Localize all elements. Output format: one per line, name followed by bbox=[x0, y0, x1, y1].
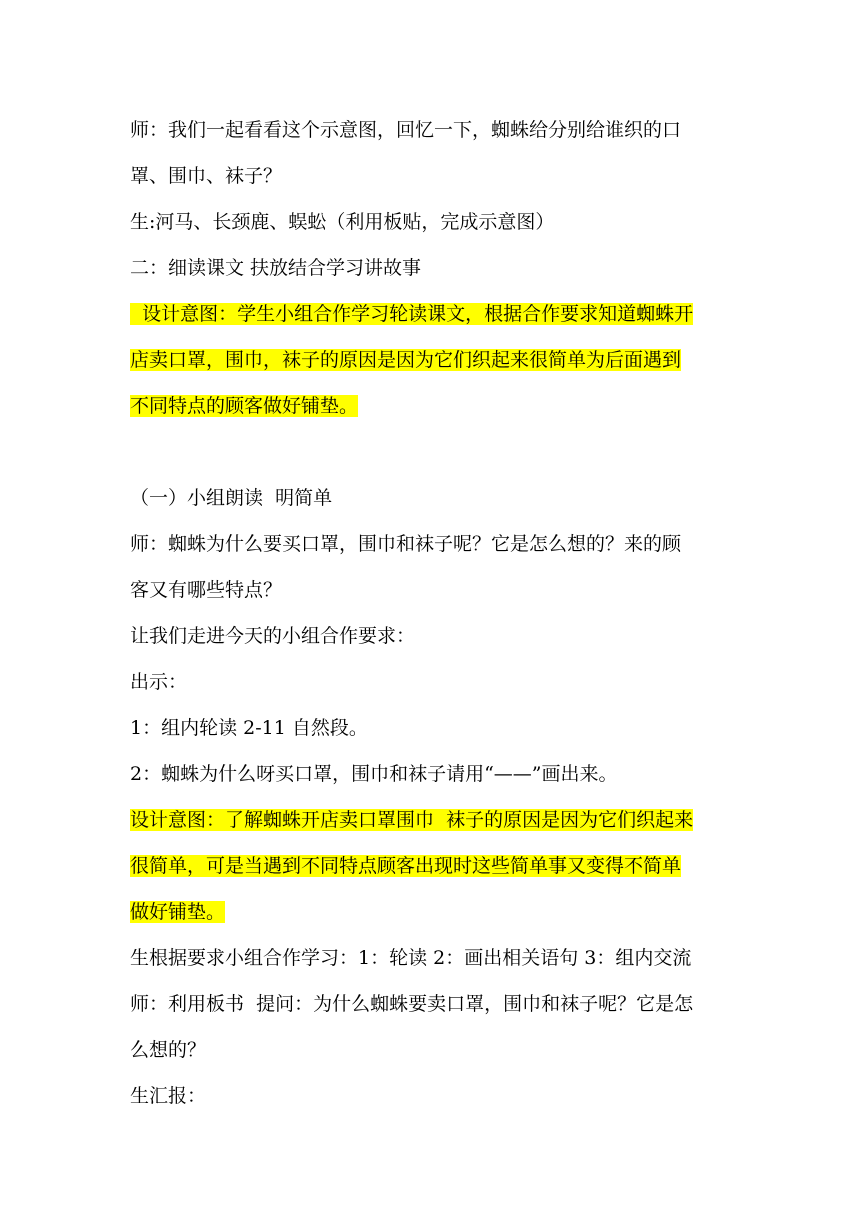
highlighted-text: 不同特点的顾客做好铺垫。 bbox=[130, 395, 359, 417]
design-intent-line bbox=[130, 383, 732, 429]
list-item: 1：组内轮读 2-11 自然段。 bbox=[130, 717, 368, 739]
blank-line bbox=[130, 429, 732, 475]
text-line: 生汇报： bbox=[130, 1085, 207, 1107]
text-line: 生:河马、长颈鹿、蜈蚣（利用板贴，完成示意图） bbox=[130, 211, 555, 233]
section-heading: 二：细读课文 扶放结合学习讲故事 bbox=[130, 257, 422, 279]
text-line: 师：利用板书 提问：为什么蜘蛛要卖口罩，围巾和袜子呢？它是怎 bbox=[130, 993, 694, 1015]
design-intent-line bbox=[130, 291, 732, 337]
subsection-heading: （一）小组朗读 明简单 bbox=[130, 487, 333, 509]
list-item: 2：蜘蛛为什么呀买口罩，围巾和袜子请用“——”画出来。 bbox=[130, 763, 618, 785]
highlighted-text: 店卖口罩，围巾，袜子的原因是因为它们织起来很简单为后面遇到 bbox=[130, 349, 682, 371]
text-line: 师：我们一起看看这个示意图，回忆一下，蜘蛛给分别给谁织的口 bbox=[130, 119, 682, 141]
text-line: 生根据要求小组合作学习：1：轮读 2：画出相关语句 3：组内交流 bbox=[130, 947, 692, 969]
text-line: 让我们走进今天的小组合作要求： bbox=[130, 625, 416, 647]
design-intent-line bbox=[130, 797, 732, 843]
text-line: 出示： bbox=[130, 671, 188, 693]
design-intent-line bbox=[130, 337, 732, 383]
document-page bbox=[130, 107, 732, 1119]
highlighted-text: 设计意图：学生小组合作学习轮读课文，根据合作要求知道蜘蛛开 bbox=[130, 303, 694, 325]
design-intent-line bbox=[130, 843, 732, 889]
design-intent-line bbox=[130, 889, 732, 935]
text-line: 罩、围巾、袜子？ bbox=[130, 165, 283, 187]
text-line: 客又有哪些特点？ bbox=[130, 579, 283, 601]
text-line: 么想的？ bbox=[130, 1039, 207, 1061]
highlighted-text: 很简单，可是当遇到不同特点顾客出现时这些简单事又变得不简单 bbox=[130, 855, 682, 877]
text-line: 师：蜘蛛为什么要买口罩，围巾和袜子呢？它是怎么想的？来的顾 bbox=[130, 533, 682, 555]
highlighted-text: 设计意图：了解蜘蛛开店卖口罩围巾 袜子的原因是因为它们织起来 bbox=[130, 809, 694, 831]
highlighted-text: 做好铺垫。 bbox=[130, 901, 226, 923]
